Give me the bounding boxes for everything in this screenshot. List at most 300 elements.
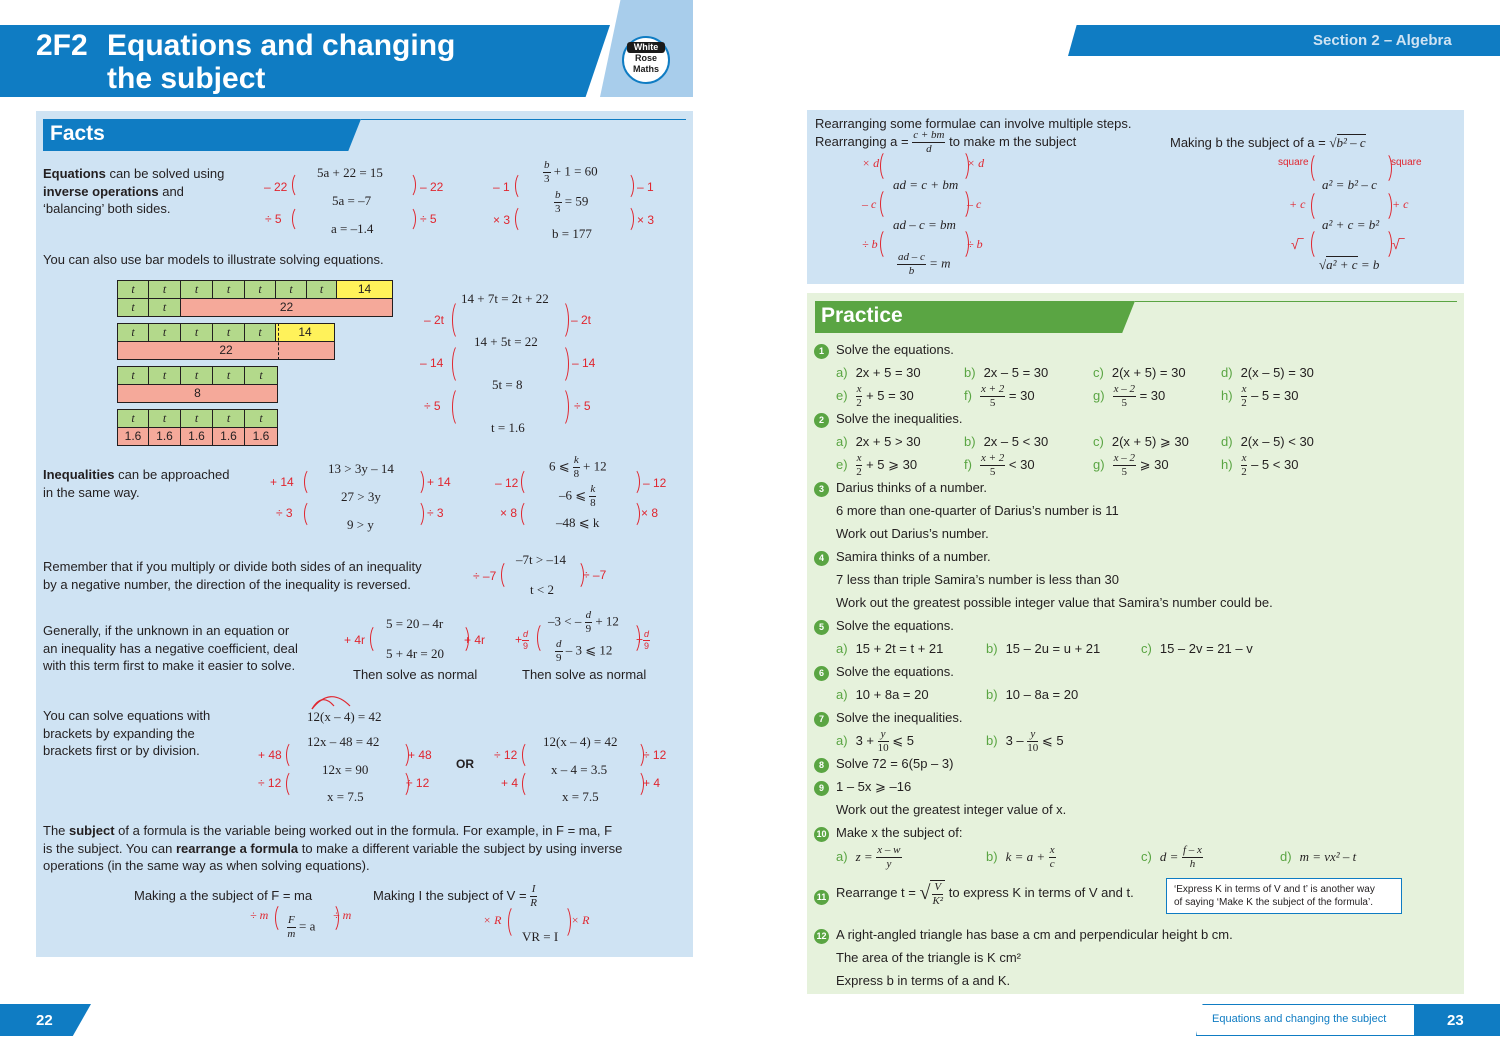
coef-ex2-then: Then solve as normal <box>522 667 647 682</box>
page-number-right: 23 <box>1447 1012 1464 1029</box>
br-ex1-line1: 12x – 48 = 42 <box>307 734 380 749</box>
br-ex1-line3: x = 7.5 <box>327 789 364 804</box>
multi-left-title-b: to make m the subject <box>949 133 1077 149</box>
ex2-op1-left: – 1 <box>493 180 510 194</box>
frac-num: V <box>934 881 942 893</box>
letter: d) <box>1221 365 1233 380</box>
multi-right-op3-r: √‾ <box>1392 236 1405 252</box>
multi-right-root: b² – c <box>1336 135 1366 150</box>
q11-text-b: to express K in terms of V and t. <box>948 884 1134 900</box>
frac-num: x + 2 <box>980 383 1005 395</box>
neg-ex-arc <box>501 560 515 590</box>
br-ex1-line0: 12(x – 4) = 42 <box>307 709 382 724</box>
br-ex1-line2: 12x = 90 <box>322 762 369 777</box>
coef-ex2-arc <box>537 622 551 654</box>
bar-cell-1-6: 1.6 <box>181 428 213 445</box>
q1-g <box>1093 384 1165 409</box>
br-ex1-op1-left: + 48 <box>258 748 282 762</box>
frac-den: 5 <box>989 397 996 409</box>
q11-text: Rearrange t = √ $\frac{V}{\text{K²}}$ to express K in terms of V and t. <box>836 881 1134 907</box>
letter: g) <box>1093 456 1105 472</box>
br-ex2-op1-left: ÷ 12 <box>494 748 518 762</box>
letter: a) <box>836 434 848 449</box>
bar-cell-t: t <box>118 324 149 341</box>
multi-right-arc <box>1378 190 1392 222</box>
bar-eq-line4: t = 1.6 <box>491 420 525 435</box>
q1-a-expr: 2x + 5 = 30 <box>855 365 921 380</box>
frac-num: x <box>1049 844 1055 856</box>
neg-ex-op-left: ÷ –7 <box>473 569 497 583</box>
ex2-frac2-den: 3 <box>555 203 561 215</box>
multi-left-l3 <box>897 252 951 277</box>
coef-ex1-arc <box>370 624 384 654</box>
bar-model-3-bottom <box>117 384 278 403</box>
ineq1-arc <box>410 500 424 528</box>
neg-text-2: by a negative number, the direction of the inequality is reversed. <box>43 576 411 592</box>
q11-note-line1: ‘Express K in terms of V and t’ is another way <box>1174 884 1375 895</box>
coef-ex2-frac2-den: 9 <box>556 652 562 664</box>
letter: d) <box>1221 434 1233 449</box>
q-number-6 <box>814 665 829 681</box>
q-number-label: 8 <box>814 758 829 773</box>
frac-den: 2 <box>1241 466 1247 478</box>
q10-c <box>1141 845 1203 870</box>
bar-eq-arc <box>555 300 569 340</box>
multi-left-arc <box>880 228 894 260</box>
eq-text-2: and <box>158 183 184 199</box>
ex1-line3: a = –1.4 <box>331 221 374 236</box>
ineq1-line3: 9 > y <box>347 517 374 532</box>
multi-right-arc <box>1311 190 1325 222</box>
multi-left-l3-num: ad – c <box>898 251 925 263</box>
q7-b-tail: ⩽ 5 <box>1041 732 1064 748</box>
q2-e <box>836 453 917 478</box>
q-number-1 <box>814 343 829 359</box>
vi-op-left: × R <box>483 913 502 927</box>
subj-text-1a: The <box>43 823 70 838</box>
coef-text-2: an inequality has a negative coefficient, deal <box>43 640 298 656</box>
multi-left-l3-den: b <box>908 265 915 277</box>
term-rearrange: rearrange a formula <box>175 840 299 856</box>
bar-cell-14: 14 <box>337 281 392 298</box>
q7-b <box>986 729 1064 754</box>
br-ex2-line3: x = 7.5 <box>562 789 599 804</box>
coef-ex2-op-den: 9 <box>644 641 650 651</box>
q2-a <box>836 434 921 449</box>
ex1-arc-l1 <box>292 172 306 198</box>
ex2-line1-text: + 1 = 60 <box>553 163 598 179</box>
q1-b-expr: 2x – 5 = 30 <box>983 365 1049 380</box>
q5-a-expr: 15 + 2t = t + 21 <box>855 641 944 656</box>
coef-ex2-op-num: d <box>523 629 529 639</box>
q-number-label: 2 <box>814 413 829 428</box>
bar-eq-line3: 5t = 8 <box>492 377 523 392</box>
bar-eq-arc <box>555 387 569 427</box>
coef-ex2-line1 <box>548 610 619 635</box>
letter: c) <box>1141 848 1152 864</box>
ineq1-arc <box>304 500 318 528</box>
q-number-4 <box>814 550 829 566</box>
frac-num: x – w <box>877 844 901 856</box>
q10-d <box>1280 849 1356 865</box>
bar-cell-t: t <box>245 410 277 427</box>
ex1-op2-right: ÷ 5 <box>420 212 437 226</box>
q1-c <box>1093 365 1186 380</box>
frac-num: f – x <box>1183 844 1202 856</box>
ma-res-den: m <box>287 928 296 940</box>
q2-f-expr: < 30 <box>1008 456 1035 472</box>
q2-h <box>1221 453 1298 478</box>
q5-a <box>836 641 943 656</box>
bar-model-1-top <box>117 280 393 299</box>
br-ex2-arc <box>630 741 644 769</box>
q2-h-expr: – 5 < 30 <box>1251 456 1299 472</box>
subj-text-1c: of a formula is the variable being worked out in the formula. For example, in F = ma, F <box>114 823 613 838</box>
frac-num: x <box>1241 452 1247 464</box>
bar-cell-t: t <box>149 367 181 384</box>
bar-model-1-bottom <box>117 298 393 317</box>
q6-a-expr: 10 + 8a = 20 <box>855 687 929 702</box>
equations-intro <box>43 165 224 218</box>
bar-model-2-bottom <box>117 341 335 360</box>
bar-eq-op3-right: ÷ 5 <box>574 399 591 413</box>
q5-text: Solve the equations. <box>836 618 954 633</box>
q2-e-expr: + 5 ⩾ 30 <box>866 456 918 472</box>
frac-den: 2 <box>856 397 862 409</box>
vi-result: VR = I <box>522 929 559 944</box>
ineq2-line2 <box>559 484 596 509</box>
ma-arc <box>275 903 289 933</box>
bar-cell-1-6: 1.6 <box>213 428 245 445</box>
multi-left-arc <box>880 150 894 182</box>
ineq2-line1 <box>549 455 607 480</box>
coef-ex2-frac-den: 9 <box>585 623 592 635</box>
negative-note <box>43 558 422 593</box>
q1-a <box>836 365 921 380</box>
section-label: Section 2 – Algebra <box>1313 32 1452 49</box>
multi-left-title-a: Rearranging a = <box>815 133 909 149</box>
footer-right-label: Equations and changing the subject <box>1212 1013 1387 1025</box>
ma-res-eq: = a <box>298 918 316 934</box>
ineq2-line3: –48 ⩽ k <box>556 515 600 530</box>
bar-eq-arc <box>452 387 466 427</box>
multi-right-arc <box>1378 228 1392 260</box>
bar-cell-t: t <box>213 410 245 427</box>
q3-line1: Darius thinks of a number. <box>836 480 988 495</box>
ex2-op1-right: – 1 <box>637 180 654 194</box>
letter: b) <box>964 365 976 380</box>
q10-b-expr: k = a + <box>1005 848 1046 864</box>
ex1-line2: 5a = –7 <box>332 193 372 208</box>
q6-a <box>836 687 929 702</box>
ineq2-op1-right: – 12 <box>643 476 667 490</box>
coef-ex2-op-left <box>515 630 529 651</box>
multi-right-l3: √a² + c = b <box>1319 257 1380 272</box>
ineq2-arc <box>626 500 640 528</box>
q7-b-expr: 3 – <box>1005 732 1024 748</box>
coef-ex2-op: + <box>636 632 644 647</box>
br-ex1-op2-right: ÷ 12 <box>406 776 430 790</box>
br-ex2-op1-right: ÷ 12 <box>643 748 667 762</box>
q-number-10 <box>814 826 829 842</box>
page-title-line1: Equations and changing <box>107 29 456 62</box>
q2-a-expr: 2x + 5 > 30 <box>855 434 921 449</box>
letter: a) <box>836 732 848 748</box>
coef-ex2-l2b: – 3 ⩽ 12 <box>565 642 613 658</box>
ex2-op2-left: × 3 <box>493 213 511 227</box>
q4-line1: Samira thinks of a number. <box>836 549 991 564</box>
q5-b <box>986 641 1100 656</box>
frac-num: x + 2 <box>980 452 1005 464</box>
multi-right-l2: a² + c = b² <box>1322 217 1380 232</box>
q1-d <box>1221 365 1314 380</box>
ex1-op1-left: – 22 <box>264 180 288 194</box>
frac-den: 5 <box>1121 397 1127 409</box>
br-text-3: brackets first or by division. <box>43 743 200 758</box>
practice-heading: Practice <box>821 304 903 327</box>
ineq1-op1-right: + 14 <box>427 475 451 489</box>
letter: a) <box>836 848 848 864</box>
bar-cell-t: t <box>118 281 149 298</box>
br-ex2-arc <box>522 770 536 798</box>
ineq1-op2-right: ÷ 3 <box>427 506 444 520</box>
bar-cell-t: t <box>213 367 245 384</box>
ex1-line1: 5a + 22 = 15 <box>317 165 383 180</box>
multi-step-intro: Rearranging some formulae can involve multiple steps. <box>815 116 1132 131</box>
letter: e) <box>836 387 848 403</box>
q4-line3: Work out the greatest possible integer value that Samira’s number could be. <box>836 595 1273 610</box>
letter: b) <box>964 434 976 449</box>
frac-den: 2 <box>856 466 862 478</box>
ineq-text-1: can be approached <box>114 467 230 482</box>
frac-num: x – 2 <box>1113 383 1135 395</box>
or-label: OR <box>456 757 474 771</box>
bar-cell-t: t <box>245 281 276 298</box>
bar-cell-t: t <box>149 299 181 316</box>
multi-left-op2-l: – c <box>862 197 877 211</box>
ex1-arc-r1 <box>402 172 416 198</box>
q1-g-expr: = 30 <box>1139 387 1166 403</box>
coef-ex1-op-left: + 4r <box>344 633 366 647</box>
ineq-text-2: in the same way. <box>43 484 140 500</box>
bar-eq-arc <box>452 344 466 384</box>
multi-right-l1: a² = b² – c <box>1322 177 1377 192</box>
q2-d-expr: 2(x – 5) < 30 <box>1240 434 1314 449</box>
bar-eq-arc <box>452 300 466 340</box>
ex2-line2 <box>554 190 588 215</box>
q10-text: Make x the subject of: <box>836 825 963 840</box>
bar-cell-t: t <box>118 367 149 384</box>
bar-cell-t: t <box>181 410 213 427</box>
facts-heading: Facts <box>50 122 105 145</box>
ma-op-left: ÷ m <box>250 908 269 922</box>
bar-cell-1-6: 1.6 <box>149 428 181 445</box>
ineq1-op2-left: ÷ 3 <box>276 506 293 520</box>
letter: f) <box>964 456 972 472</box>
q10-c-expr: d = <box>1159 848 1179 864</box>
q2-c <box>1093 434 1189 450</box>
bar-cell-t: t <box>213 281 245 298</box>
coef-ex2-l1b: + 12 <box>595 613 619 629</box>
q8-text: Solve 72 = 6(5p – 3) <box>836 756 954 771</box>
ma-result <box>287 915 315 940</box>
ex2-arc-l2 <box>515 205 529 233</box>
multi-left-op3-r: ÷ b <box>967 237 983 251</box>
page-title-line2: the subject <box>107 62 266 95</box>
q-number-11 <box>814 889 829 905</box>
multi-left-op2-r: – c <box>967 197 982 211</box>
frac-den: y <box>886 858 892 870</box>
multi-right-l3-root: a² + c <box>1326 257 1358 272</box>
bar-cell-t: t <box>213 324 245 341</box>
coef-ex2-op-right <box>636 630 650 651</box>
bar-cell-t: t <box>118 299 149 316</box>
ex2-frac2-num: b <box>555 189 561 201</box>
q6-b <box>986 687 1078 702</box>
coef-text-1: Generally, if the unknown in an equation or <box>43 623 290 638</box>
bar-cell-t: t <box>149 324 181 341</box>
q7-a-expr: 3 + <box>855 732 874 748</box>
ex1-op1-right: – 22 <box>420 180 444 194</box>
bar-cell-1-6: 1.6 <box>118 428 149 445</box>
multi-right-arc <box>1378 152 1392 184</box>
ineq2-frac-den: 8 <box>573 468 580 480</box>
frac-den: 2 <box>1241 397 1247 409</box>
neg-text-1: Remember that if you multiply or divide both sides of an inequality <box>43 559 422 574</box>
frac-den: 5 <box>989 466 996 478</box>
q-number-label: 9 <box>814 781 829 796</box>
letter: h) <box>1221 456 1233 472</box>
br-ex2-op2-right: + 4 <box>643 776 661 790</box>
term-inequalities: Inequalities <box>43 467 115 482</box>
bar-models-text: You can also use bar models to illustrate solving equations. <box>43 252 384 267</box>
multi-left-op3-l: ÷ b <box>862 237 878 251</box>
frac-num: x <box>856 452 862 464</box>
bar-model-3-top <box>117 366 278 385</box>
q-number-7 <box>814 711 829 727</box>
coef-ex1-line1: 5 = 20 – 4r <box>386 616 444 631</box>
letter: a) <box>836 687 848 702</box>
ineq2-arc <box>521 468 535 496</box>
ineq2-op1-left: – 12 <box>495 476 519 490</box>
bar-cell-t: t <box>307 281 337 298</box>
multi-left-title <box>815 130 1076 155</box>
q10-a <box>836 845 902 870</box>
neg-ex-line2: t < 2 <box>530 582 554 597</box>
br-text-1: You can solve equations with <box>43 708 211 723</box>
ineq2-l1a: 6 ⩽ <box>549 458 570 474</box>
q-number-3 <box>814 481 829 497</box>
q-number-label: 3 <box>814 482 829 497</box>
q1-d-expr: 2(x – 5) = 30 <box>1240 365 1314 380</box>
multi-right-op1-l: square <box>1278 157 1309 168</box>
br-ex1-arc <box>286 770 300 798</box>
facts-heading-rule <box>361 119 686 120</box>
br-ex2-arc <box>522 741 536 769</box>
q12-line3: Express b in terms of a and K. <box>836 973 1011 988</box>
logo-text-white: White <box>627 42 665 53</box>
ex2-line1 <box>543 160 598 185</box>
ex2-frac-num: b <box>544 159 550 171</box>
ineq2-op2-left: × 8 <box>500 506 518 520</box>
q1-h <box>1221 384 1298 409</box>
bar-eq-line2: 14 + 5t = 22 <box>474 334 538 349</box>
frac-num: x – 2 <box>1113 452 1135 464</box>
multi-left-arc <box>880 188 894 220</box>
lesson-code: 2F2 <box>36 29 88 62</box>
neg-ex-line1: –7t > –14 <box>516 552 566 567</box>
neg-ex-arc <box>570 560 584 590</box>
coef-ex2-frac2-num: d <box>556 638 562 650</box>
ma-title: Making a the subject of F = ma <box>134 888 313 903</box>
letter: b) <box>986 732 998 748</box>
br-ex2-op2-left: + 4 <box>501 776 519 790</box>
bar-model-2-top <box>117 323 335 342</box>
frac-num: y <box>878 729 889 742</box>
multi-right-l3-res: = b <box>1357 257 1380 272</box>
q-number-label: 6 <box>814 666 829 681</box>
multi-left-frac-num: c + bm <box>913 129 945 141</box>
q2-b-expr: 2x – 5 < 30 <box>983 434 1049 449</box>
coefficient-note <box>43 622 298 675</box>
q11-note-box <box>1166 878 1402 914</box>
q12-line1: A right-angled triangle has base a cm and perpendicular height b cm. <box>836 927 1233 942</box>
neg-ex-op-right: ÷ –7 <box>583 568 607 582</box>
q11-note-line2: of saying ‘Make K the subject of the formula’. <box>1174 897 1373 908</box>
br-ex1-op1-right: + 48 <box>408 748 432 762</box>
letter: f) <box>964 387 972 403</box>
bar-cell-t: t <box>118 410 149 427</box>
q6-b-expr: 10 – 8a = 20 <box>1005 687 1079 702</box>
q3-line2: 6 more than one-quarter of Darius’s number is 11 <box>836 503 1119 518</box>
bar-eq-line1: 14 + 7t = 2t + 22 <box>461 291 549 306</box>
letter: g) <box>1093 387 1105 403</box>
multi-right-op2-r: + c <box>1392 197 1409 211</box>
multi-right-op1-r: square <box>1391 157 1422 168</box>
q-number-8 <box>814 757 829 773</box>
vi-title-text: Making I the subject of V = <box>373 887 527 903</box>
multi-left-frac-den: d <box>926 143 932 155</box>
ineq2-arc <box>626 468 640 496</box>
bar-eq-op2-left: – 14 <box>420 356 444 370</box>
letter: a) <box>836 365 848 380</box>
br-ex2-line1: 12(x – 4) = 42 <box>543 734 618 749</box>
multi-left-l3-res: = m <box>929 255 951 271</box>
bar-cell-t: t <box>149 281 181 298</box>
multi-right-arc <box>1311 152 1325 184</box>
bar-eq-op1-right: – 2t <box>571 313 592 327</box>
bar-cell-8: 8 <box>118 385 277 402</box>
q11-text-a: Rearrange t = <box>836 884 916 900</box>
bar-cell-t: t <box>245 367 277 384</box>
ineq2-arc <box>521 500 535 528</box>
brackets-note <box>43 707 210 760</box>
bar-cell-t: t <box>276 281 307 298</box>
q5-b-expr: 15 – 2u = u + 21 <box>1005 641 1101 656</box>
q5-c-expr: 15 – 2v = 21 – v <box>1159 641 1253 656</box>
ex1-arc-l2 <box>292 206 306 232</box>
subj-text-2c: to make a different variable the subject by using inverse <box>298 840 623 856</box>
q1-text: Solve the equations. <box>836 342 954 357</box>
multi-right-op3-l: √‾ <box>1291 236 1304 252</box>
ex1-op2-left: ÷ 5 <box>265 212 282 226</box>
q2-g-expr: ⩾ 30 <box>1139 456 1169 472</box>
vi-arc <box>557 905 571 939</box>
vi-frac-den: R <box>530 897 537 909</box>
vi-frac-num: I <box>531 883 536 895</box>
frac-num: x <box>856 383 862 395</box>
q1-b <box>964 365 1048 380</box>
